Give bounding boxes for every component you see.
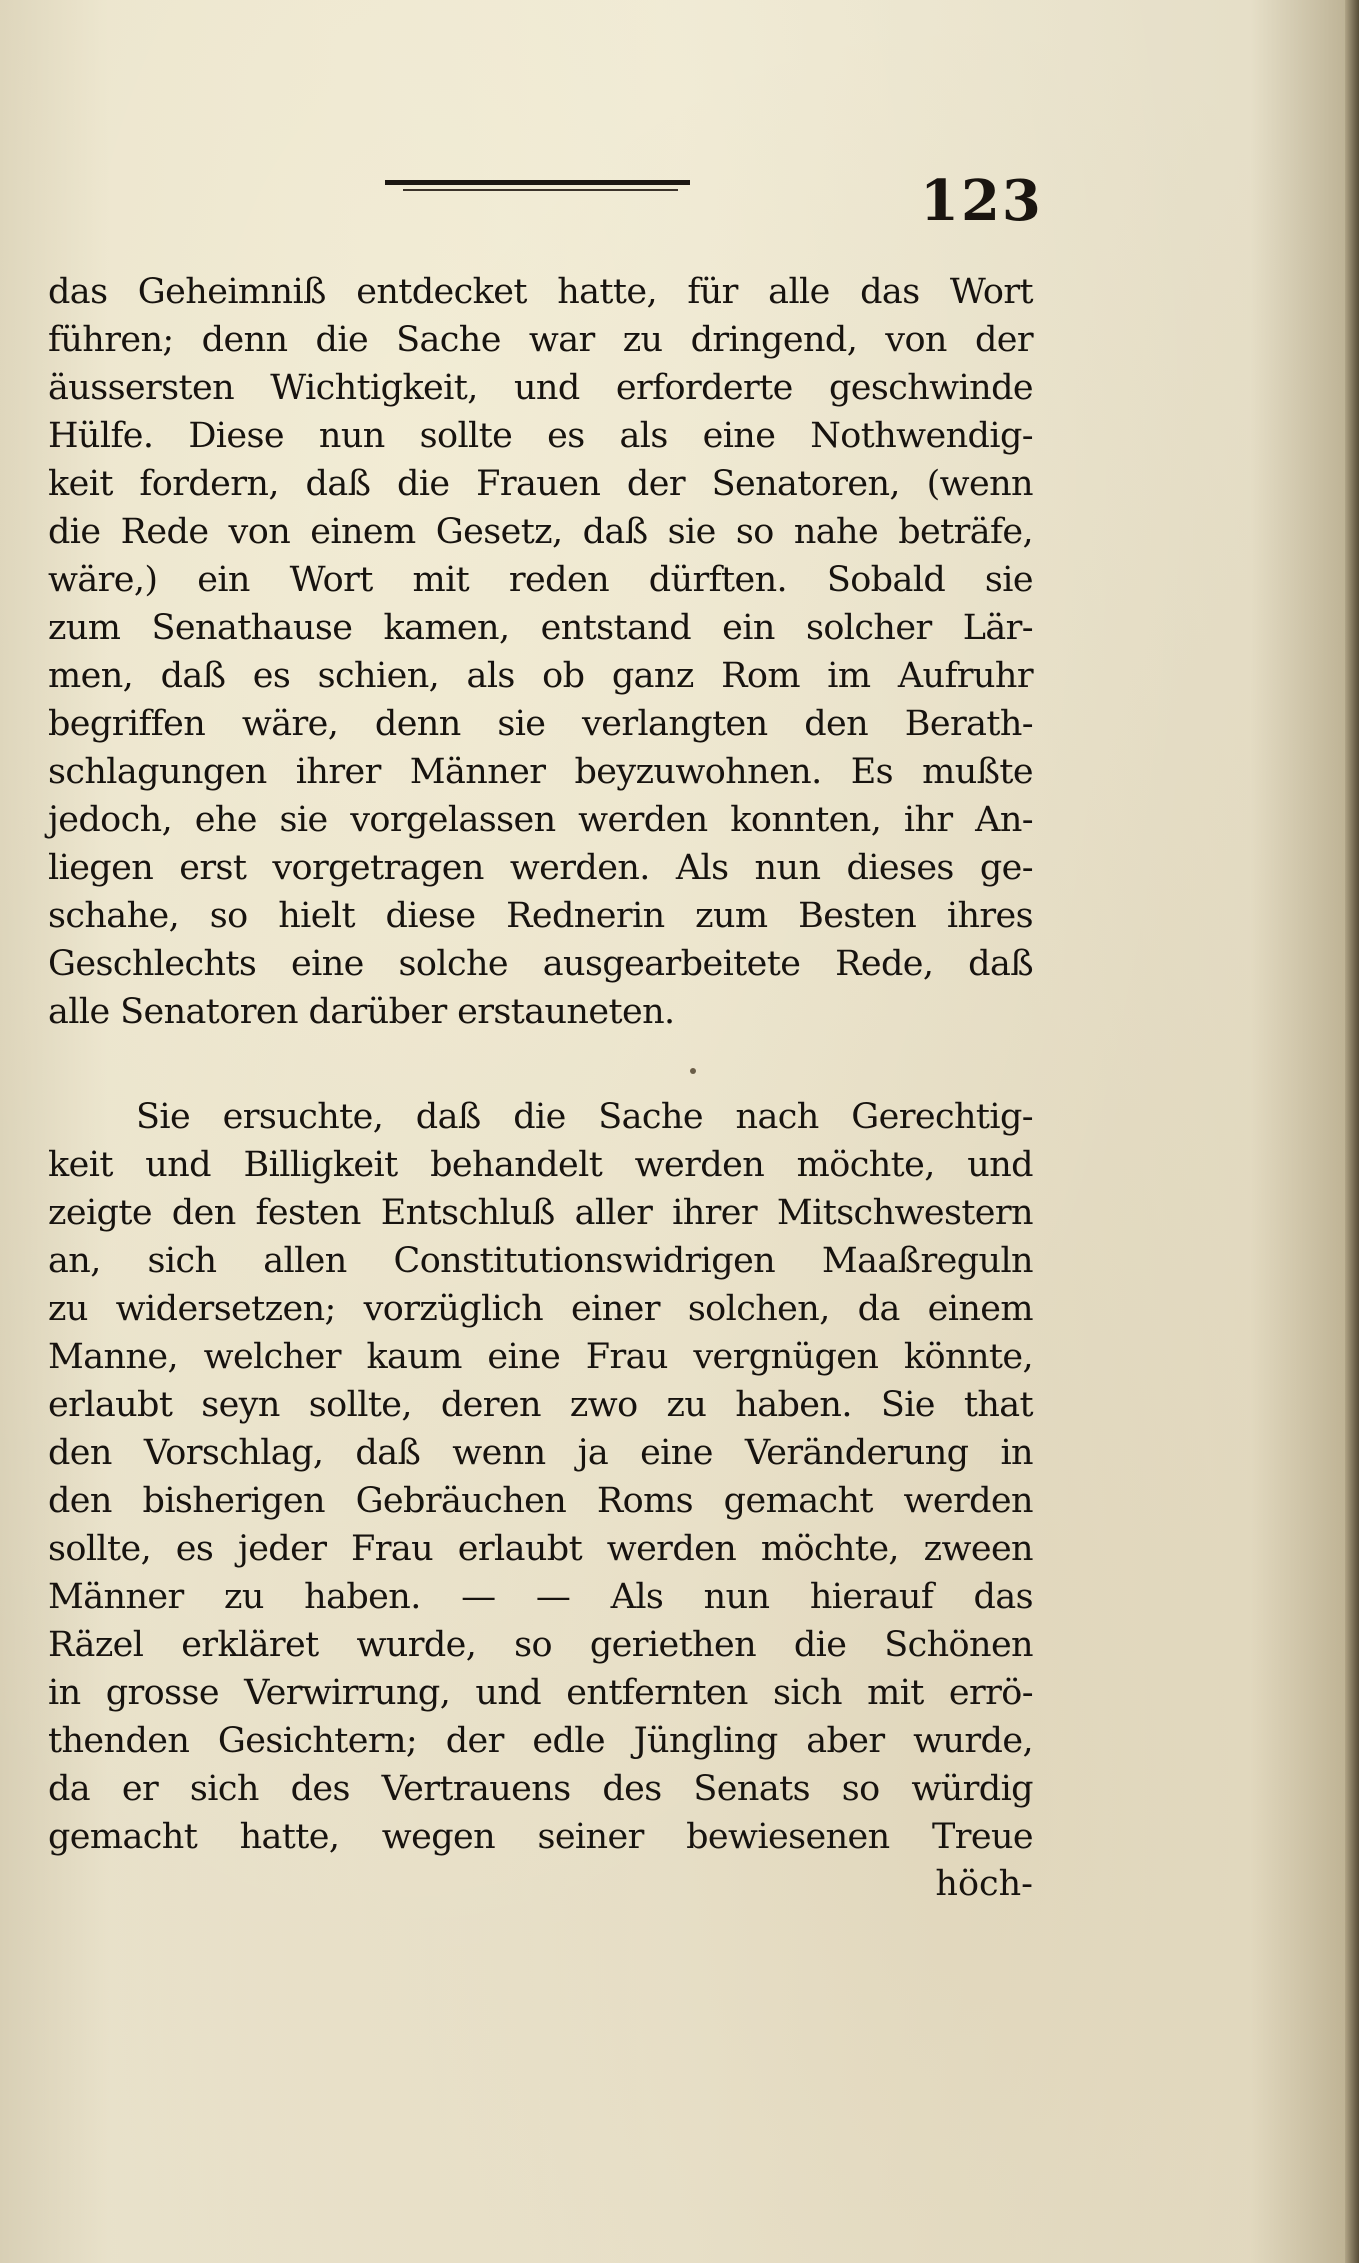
text-line: schlagungen ihrer Männer beyzuwohnen. Es mußte: [48, 752, 1033, 792]
page-number: 123: [920, 168, 1043, 234]
text-line: sollte, es jeder Frau erlaubt werden möchte, zween: [48, 1529, 1033, 1569]
text-line: äussersten Wichtigkeit, und erforderte geschwinde: [48, 368, 1033, 408]
text-line: an, sich allen Constitutionswidrigen Maaßreguln: [48, 1241, 1033, 1281]
text-line: liegen erst vorgetragen werden. Als nun dieses ge-: [48, 848, 1033, 888]
paragraph-1: [48, 268, 1033, 1036]
header-rule: [385, 180, 690, 185]
text-line: begriffen wäre, denn sie verlangten den Berath-: [48, 704, 1033, 744]
text-line: keit und Billigkeit behandelt werden möchte, und: [48, 1145, 1033, 1185]
text-line: wäre,) ein Wort mit reden dürften. Sobald sie: [48, 560, 1033, 600]
text-line: führen; denn die Sache war zu dringend, von der: [48, 320, 1033, 360]
text-line: Geschlechts eine solche ausgearbeitete Rede, daß: [48, 944, 1033, 984]
text-line: Hülfe. Diese nun sollte es als eine Nothwendig-: [48, 416, 1033, 456]
text-line: den bisherigen Gebräuchen Roms gemacht werden: [48, 1481, 1033, 1521]
text-line: Räzel erkläret wurde, so geriethen die Schönen: [48, 1625, 1033, 1665]
text-line: schahe, so hielt diese Rednerin zum Besten ihres: [48, 896, 1033, 936]
catchword-line: [48, 1860, 1033, 1908]
text-line: zeigte den festen Entschluß aller ihrer Mitschwestern: [48, 1193, 1033, 1233]
text-line: da er sich des Vertrauens des Senats so würdig: [48, 1769, 1033, 1809]
text-line: die Rede von einem Gesetz, daß sie so nahe beträfe,: [48, 512, 1033, 552]
page-edge-shadow: [1345, 0, 1359, 2263]
text-line: Männer zu haben. — — Als nun hierauf das: [48, 1577, 1033, 1617]
catchword: höch-: [935, 1864, 1033, 1904]
text-line: Manne, welcher kaum eine Frau vergnügen könnte,: [48, 1337, 1033, 1377]
text-line: in grosse Verwirrung, und entfernten sich mit errö-: [48, 1673, 1033, 1713]
paper-speck: [690, 1068, 696, 1074]
text-line: erlaubt seyn sollte, deren zwo zu haben. Sie that: [48, 1385, 1033, 1425]
text-line: den Vorschlag, daß wenn ja eine Veränderung in: [48, 1433, 1033, 1473]
text-line: das Geheimniß entdecket hatte, für alle das Wort: [48, 272, 1033, 312]
text-line: jedoch, ehe sie vorgelassen werden konnten, ihr An-: [48, 800, 1033, 840]
text-line: thenden Gesichtern; der edle Jüngling aber wurde,: [48, 1721, 1033, 1761]
text-line: keit fordern, daß die Frauen der Senatoren, (wenn: [48, 464, 1033, 504]
text-line: gemacht hatte, wegen seiner bewiesenen Treue: [48, 1817, 1033, 1857]
paragraph-2: [48, 1093, 1033, 1861]
text-line: alle Senatoren darüber erstauneten.: [48, 992, 675, 1032]
text-line: Sie ersuchte, daß die Sache nach Gerechtig-: [136, 1097, 1033, 1137]
text-line: men, daß es schien, als ob ganz Rom im Aufruhr: [48, 656, 1033, 696]
text-line: zum Senathause kamen, entstand ein solcher Lär-: [48, 608, 1033, 648]
text-line: zu widersetzen; vorzüglich einer solchen, da einem: [48, 1289, 1033, 1329]
